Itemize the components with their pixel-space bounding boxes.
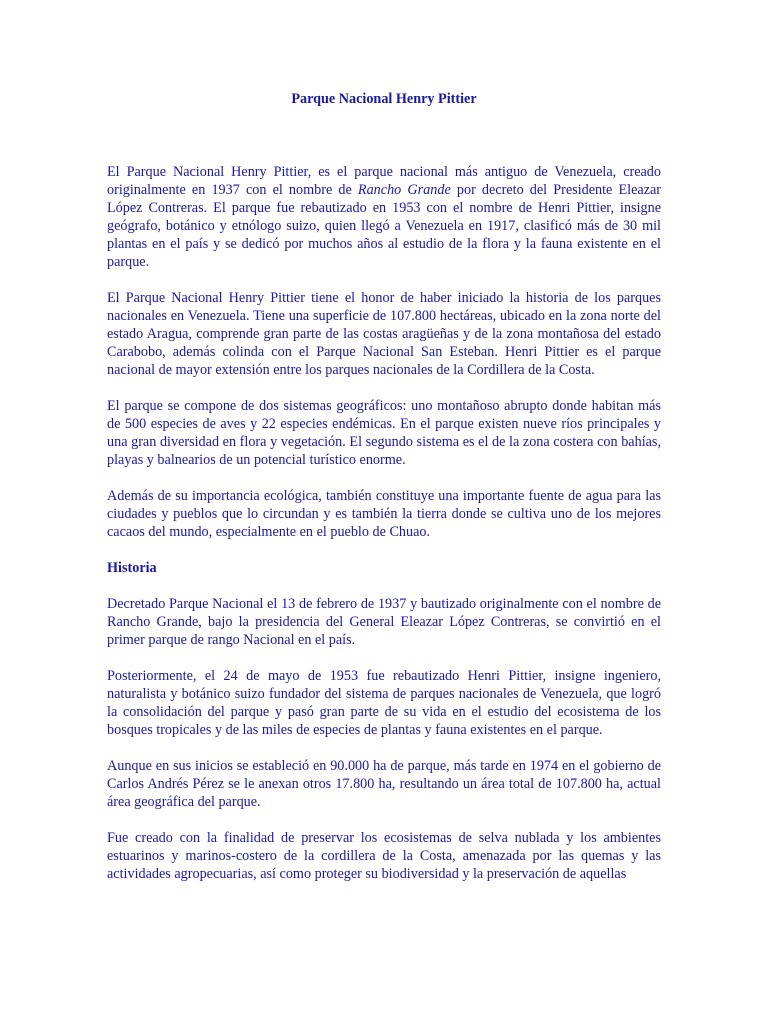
document-body [107, 90, 661, 901]
intro-paragraph-3: El parque se compone de dos sistemas geográficos: uno montañoso abrupto donde habitan más de 500 especies de aves y 22 especies endémicas. En el parque existen nueve ríos principales y una gran diversidad en flora y vegetación. El segundo sistema es el de la zona costera con bahías, playas y balnearios de un potencial turístico enorme. [107, 398, 661, 468]
intro-paragraph-4: Además de su importancia ecológica, también constituye una importante fuente de agua para las ciudades y pueblos que lo circundan y es también la tierra donde se cultiva uno de los mejores cacaos del mundo, especialmente en el pueblo de Chuao. [107, 488, 661, 540]
intro-paragraph-1-text-end: por decreto del Presidente Eleazar López Contreras. El parque fue rebautizado en 1953 con el nombre de Henri Pittier, insigne geógrafo, botánico y etnólogo suizo, quien llegó a Venezuela en 1917, clasificó más de 30 mil plantas en el país y se dedicó por muchos años al estudio de la flora y la fauna existente en el parque. [107, 182, 662, 270]
history-paragraph-1: Decretado Parque Nacional el 13 de febrero de 1937 y bautizado originalmente con el nombre de Rancho Grande, bajo la presidencia del General Eleazar López Contreras, se convirtió en el primer parque de rango Nacional en el país. [107, 596, 661, 648]
history-paragraph-3: Aunque en sus inicios se estableció en 90.000 ha de parque, más tarde en 1974 en el gobierno de Carlos Andrés Pérez se le anexan otros 17.800 ha, resultando un área total de 107.800 ha, actual área geográfica del parque. [107, 758, 661, 810]
history-paragraph-2: Posteriormente, el 24 de mayo de 1953 fue rebautizado Henri Pittier, insigne ingeniero, naturalista y botánico suizo fundador del sistema de parques nacionales de Venezuela, que logró la consolidación del parque y pasó gran parte de su vida en el estudio del ecosistema de los bosques tropicales y de las miles de especies de plantas y fauna existentes en el parque. [107, 668, 661, 738]
intro-paragraph-1 [107, 163, 661, 271]
section-heading-historia: Historia [107, 560, 157, 576]
intro-paragraph-2: El Parque Nacional Henry Pittier tiene el honor de haber iniciado la historia de los parques nacionales en Venezuela. Tiene una superficie de 107.800 hectáreas, ubicado en la zona norte del estado Aragua, comprende gran parte de las costas aragüeñas y de la zona montañosa del estado Carabobo, además colinda con el Parque Nacional San Esteban. Henri Pittier es el parque nacional de mayor extensión entre los parques nacionales de la Cordillera de la Costa. [107, 290, 661, 378]
intro-paragraph-1-text-start: El Parque Nacional Henry Pittier, es el parque nacional más antiguo de Venezuela, creado originalmente en 1937 con el nombre de [107, 164, 661, 198]
history-paragraph-4: Fue creado con la finalidad de preservar los ecosistemas de selva nublada y los ambientes estuarinos y marinos-costero de la cordillera de la Costa, amenazada por las quemas y las actividades agropecuarias, así como proteger su biodiversidad y la preservación de aquellas [107, 830, 661, 882]
page-title: Parque Nacional Henry Pittier [291, 91, 477, 107]
rancho-grande-italic: Rancho Grande [357, 182, 451, 198]
